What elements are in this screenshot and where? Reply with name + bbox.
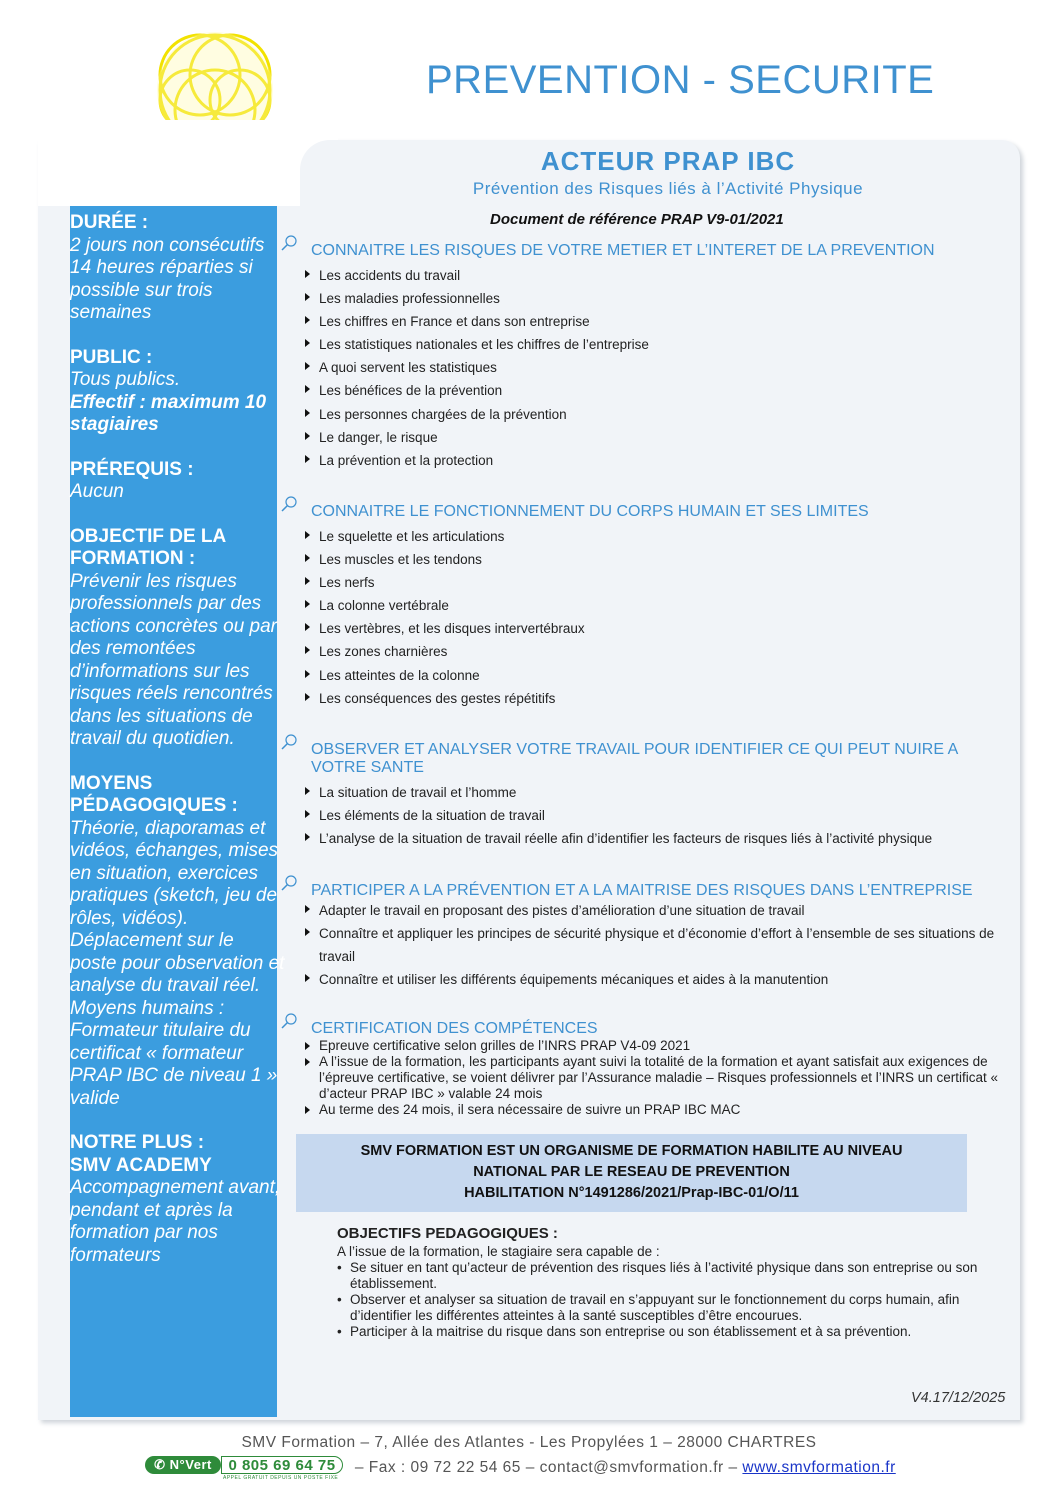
objectifs-list [337, 1260, 1017, 1340]
list-item: L’analyse de la situation de travail réelle afin d’identifier les facteurs de risques liés à l’activité physique [280, 827, 1016, 850]
magnifier-icon [280, 1012, 298, 1030]
document-reference: Document de référence PRAP V9-01/2021 [490, 211, 784, 228]
section-certification [280, 1020, 1016, 1118]
arrow-icon [305, 693, 310, 701]
effectif-text: Effectif : maximum 10 stagiaires [70, 391, 267, 435]
nvert-number: 0 805 69 64 75 [221, 1456, 343, 1474]
list-item: Les chiffres en France et dans son entreprise [280, 310, 1016, 333]
list-item: • Observer et analyser sa situation de travail en s’appuyant sur le fonctionnement du corps humain, afin d’identifier les différentes atteintes à la santé susceptibles d’être encourues. [337, 1292, 960, 1323]
bullet-icon: • [337, 1260, 342, 1275]
numero-vert-badge[interactable] [145, 1456, 350, 1480]
arrow-icon [305, 1106, 310, 1114]
bullet-icon: • [337, 1324, 342, 1339]
duree-heading: DURÉE : [70, 212, 149, 233]
arrow-icon [305, 833, 310, 841]
arrow-icon [305, 293, 310, 301]
list-item: Le squelette et les articulations [280, 525, 1016, 548]
section-title: PARTICIPER A LA PRÉVENTION ET A LA MAITRISE DES RISQUES DANS L’ENTREPRISE [311, 882, 973, 899]
list-item: Au terme des 24 mois, il sera nécessaire de suivre un PRAP IBC MAC [280, 1102, 1016, 1118]
list-item: Connaître et appliquer les principes de sécurité physique et d’économie d’effort à l’ensemble de ses situations de travail [280, 922, 1016, 968]
arrow-icon [305, 316, 310, 324]
arrow-icon [305, 600, 310, 608]
footer-contact [145, 1456, 1045, 1480]
section-title: CONNAITRE LE FONCTIONNEMENT DU CORPS HUMAIN ET SES LIMITES [311, 503, 869, 520]
section-title: OBSERVER ET ANALYSER VOTRE TRAVAIL POUR IDENTIFIER CE QUI PEUT NUIRE A VOTRE SANTE [311, 741, 958, 776]
list-item: Les maladies professionnelles [280, 287, 1016, 310]
card-notch [38, 120, 338, 206]
fax-text: – Fax : 09 72 22 54 65 – [354, 1459, 535, 1477]
section-heading [280, 242, 1016, 260]
magnifier-icon [280, 733, 298, 751]
public-heading: PUBLIC : [70, 346, 153, 368]
section-list [280, 899, 1016, 991]
habilitation-line-2: NATIONAL PAR LE RESEAU DE PREVENTION [473, 1164, 790, 1180]
magnifier-icon [280, 874, 298, 892]
plus-heading: NOTRE PLUS : [70, 1132, 205, 1153]
objectif-text: Prévenir les risques professionnels par des actions concrètes ou par des remontées d’informations sur les risques réels rencontrés dans les situations de travail du quotidien. [70, 570, 278, 749]
section-corps-humain [280, 503, 1016, 710]
list-item: Connaître et utiliser les différents équipements mécaniques et aides à la manutention [280, 968, 1016, 991]
arrow-icon [305, 646, 310, 654]
section-title: CONNAITRE LES RISQUES DE VOTRE METIER ET L’INTERET DE LA PREVENTION [311, 242, 935, 259]
habilitation-line-1: SMV FORMATION EST UN ORGANISME DE FORMATION HABILITE AU NIVEAU [360, 1143, 903, 1159]
arrow-icon [305, 974, 310, 982]
arrow-icon [305, 554, 310, 562]
list-item: Les conséquences des gestes répétitifs [280, 687, 1016, 710]
objectifs-title: OBJECTIFS PEDAGOGIQUES : [337, 1225, 558, 1242]
prerequis-heading: PRÉREQUIS : [70, 458, 194, 480]
plus-text: Accompagnement avant, pendant et après la formation par nos formateurs [70, 1177, 281, 1266]
moyens-heading: MOYENS PÉDAGOGIQUES : [70, 772, 238, 816]
list-item: Les zones charnières [280, 640, 1016, 663]
arrow-icon [305, 1042, 310, 1050]
magnifier-icon [280, 495, 298, 513]
section-list [280, 1038, 1016, 1118]
arrow-icon [305, 787, 310, 795]
habilitation-box [296, 1134, 967, 1212]
list-item: A quoi servent les statistiques [280, 356, 1016, 379]
version-label: V4.17/12/2025 [911, 1390, 1006, 1406]
arrow-icon [305, 905, 310, 913]
moyens-text: Théorie, diaporamas et vidéos, échanges, mises en situation, exercices pratiques (sketch, jeu de rôles, vidéos). Déplacement sur le poste pour observation et analyse du travail réel. [70, 817, 285, 996]
section-title: CERTIFICATION DES COMPÉTENCES [311, 1020, 598, 1037]
arrow-icon [305, 270, 310, 278]
objectifs-intro: A l’issue de la formation, le stagiaire sera capable de : [337, 1244, 660, 1259]
section-heading [280, 503, 1016, 521]
footer-address: SMV Formation – 7, Allée des Atlantes - Les Propylées 1 – 28000 CHARTRES [241, 1434, 817, 1451]
list-item: Le danger, le risque [280, 426, 1016, 449]
arrow-icon [305, 670, 310, 678]
list-item: Adapter le travail en proposant des pistes d’amélioration d’une situation de travail [280, 899, 1016, 922]
list-item: Les éléments de la situation de travail [280, 804, 1016, 827]
phone-icon: ✆ [154, 1457, 166, 1472]
prerequis-text: Aucun [70, 481, 124, 502]
list-item: Les personnes chargées de la prévention [280, 403, 1016, 426]
arrow-icon [305, 1058, 310, 1066]
arrow-icon [305, 409, 310, 417]
arrow-icon [305, 810, 310, 818]
arrow-icon [305, 385, 310, 393]
list-item: Epreuve certificative selon grilles de l’INRS PRAP V4-09 2021 [280, 1038, 1016, 1054]
section-heading [280, 741, 991, 777]
list-item: Les bénéfices de la prévention [280, 379, 1016, 402]
section-observer [280, 741, 1016, 850]
habilitation-line-3: HABILITATION N°1491286/2021/Prap-IBC-01/O/11 [464, 1185, 799, 1201]
course-title-box [330, 146, 1006, 199]
academy-heading: SMV ACADEMY [70, 1154, 212, 1176]
list-item: Les atteintes de la colonne [280, 664, 1016, 687]
bullet-icon: • [337, 1292, 342, 1307]
arrow-icon [305, 531, 310, 539]
list-item: A l’issue de la formation, les participants ayant suivi la totalité de la formation et ayant satisfait aux exigences de l’épreuve certificative, se voient délivrer par l’Assurance maladie – Risques professionnels et l’INRS un certificat « d’acteur PRAP IBC » valable 24 mois [280, 1054, 1016, 1102]
list-item: Les accidents du travail [280, 264, 1016, 287]
nvert-label: ✆ N°Vert [145, 1456, 221, 1474]
course-title: ACTEUR PRAP IBC [540, 146, 796, 176]
list-item: • Se situer en tant qu’acteur de prévention des risques liés à l’activité physique dans son entreprise ou son établissement. [337, 1260, 978, 1291]
section-heading [280, 1020, 1016, 1038]
list-item: La prévention et la protection [280, 449, 1016, 472]
section-participer [280, 882, 1016, 991]
arrow-icon [305, 362, 310, 370]
page-title: PREVENTION - SECURITE [426, 58, 935, 102]
website-link[interactable]: www.smvformation.fr [742, 1459, 896, 1477]
nvert-subtext: APPEL GRATUIT DEPUIS UN POSTE FIXE [223, 1475, 339, 1481]
public-text: Tous publics. [70, 369, 181, 390]
list-item: La colonne vertébrale [280, 594, 1016, 617]
arrow-icon [305, 432, 310, 440]
list-item: Les vertèbres, et les disques intervertébraux [280, 617, 1016, 640]
section-list [280, 264, 1016, 472]
section-list [280, 781, 1016, 850]
list-item: Les nerfs [280, 571, 1016, 594]
course-subtitle: Prévention des Risques liés à l’Activité Physique [472, 179, 864, 198]
arrow-icon [305, 928, 310, 936]
section-list [280, 525, 1016, 710]
magnifier-icon [280, 234, 298, 252]
email-text[interactable]: contact@smvformation.fr – [539, 1459, 738, 1477]
list-item: La situation de travail et l’homme [280, 781, 1016, 804]
list-item: Les statistiques nationales et les chiffres de l’entreprise [280, 333, 1016, 356]
arrow-icon [305, 577, 310, 585]
section-risques [280, 242, 1016, 472]
arrow-icon [305, 455, 310, 463]
duree-text: 2 jours non consécutifs 14 heures réparties si possible sur trois semaines [70, 234, 265, 323]
section-heading [280, 882, 1016, 900]
objectif-heading: OBJECTIF DE LA FORMATION : [70, 525, 226, 569]
moyens-humains-text: Moyens humains : Formateur titulaire du certificat « formateur PRAP IBC de niveau 1 » valide [70, 997, 278, 1109]
list-item: • Participer à la maitrise du risque dans son entreprise ou son établissement et à sa prévention. [337, 1324, 912, 1339]
list-item: Les muscles et les tendons [280, 548, 1016, 571]
objectifs-pedagogiques [337, 1226, 1017, 1340]
arrow-icon [305, 339, 310, 347]
arrow-icon [305, 623, 310, 631]
sidebar-text [70, 212, 285, 1267]
